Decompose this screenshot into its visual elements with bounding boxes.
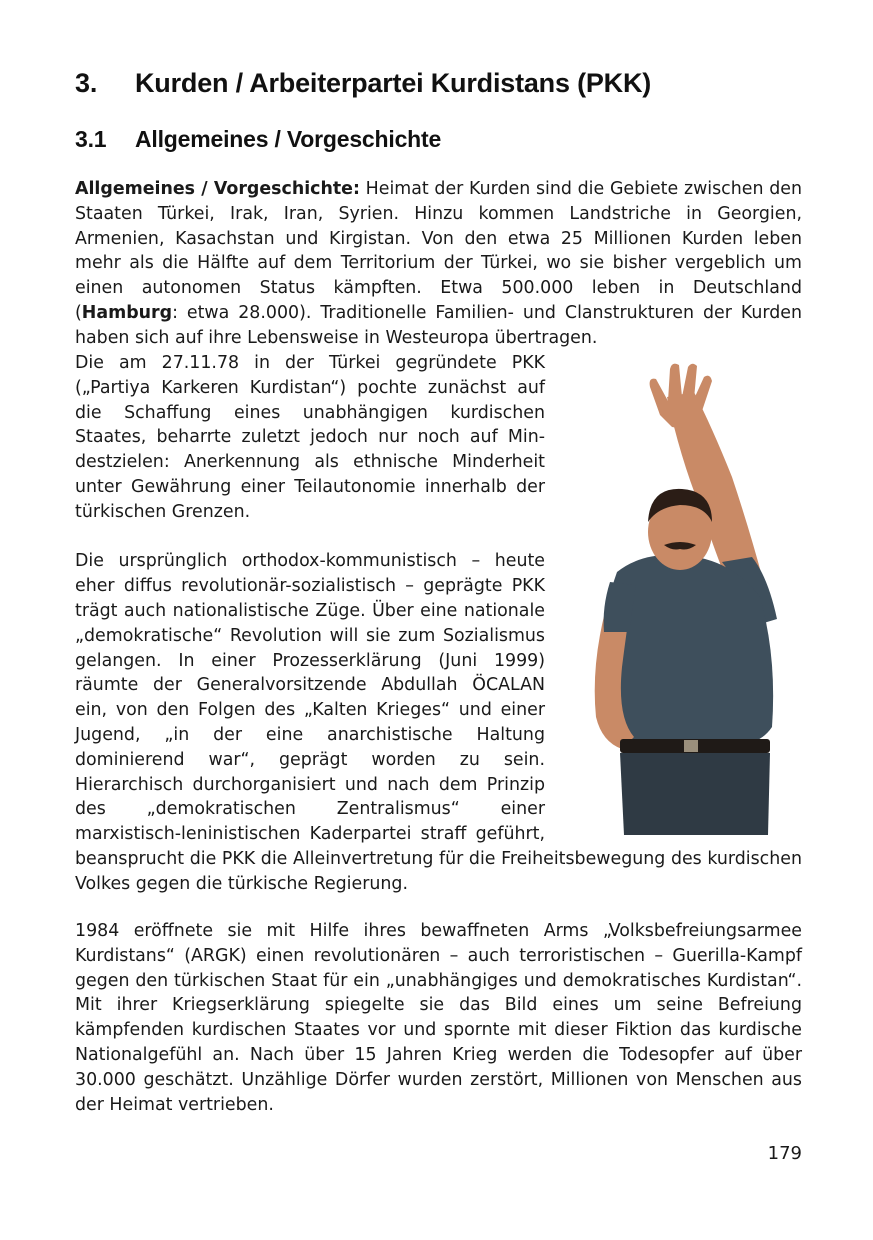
section-number: 3.1 — [75, 126, 107, 152]
belt-buckle — [684, 740, 698, 752]
middle-text-block — [75, 351, 802, 897]
founding-paragraph: Die am 27.11.78 in der Türkei gegründete PKK („Partiya Karkeren Kurdistan“) pochte zunächst auf die Schaffung eines unabhängigen kurdischen Staates, beharrte zuletzt jedoch nur noch auf Mindestzielen: Anerkennung als ethnische Minderheit unter Gewährung einer Teilautonomie innerhalb der türkischen Grenzen. — [75, 353, 545, 522]
chapter-title: Kurden / Arbeiterpartei Kurdistans (PKK) — [135, 68, 652, 98]
intro-text-b: : etwa 28.000). Traditionelle Familien- und Clanstrukturen der Kurden haben sich auf ihre Lebensweise in Westeuropa übertragen. — [75, 302, 802, 348]
section-heading — [75, 126, 441, 153]
section-title: Allgemeines / Vorgeschichte — [135, 126, 442, 152]
intro-text-a: Heimat der Kurden sind die Gebiete zwischen den Staaten Türkei, Irak, Iran, Syrien. Hinzu kommen Landstriche in Georgien, Armenien, Kasachstan und Kirgistan. Von den etwa 25 Millionen Kurden leben mehr als die Hälfte auf dem Territorium der Türkei, wo sie bisher vergeblich um einen autonomen Status kämpften. Etwa 500.000 leben in Deutschland ( — [75, 179, 802, 323]
intro-paragraph — [75, 177, 802, 351]
trousers — [620, 753, 770, 835]
chapter-number: 3. — [75, 68, 98, 98]
page-number: 179 — [767, 1143, 802, 1164]
portrait-illustration — [572, 357, 802, 835]
portrait-figure — [572, 357, 802, 835]
intro-city: Hamburg — [81, 302, 173, 323]
intro-lead: Allgemeines / Vorgeschichte: — [75, 179, 360, 199]
conflict-paragraph: 1984 eröffnete sie mit Hilfe ihres bewaffneten Arms „Volksbefreiungsarmee Kurdistans“ (ARGK) einen revolutionären – auch terroristischen – Guerilla-Kampf gegen den türkischen Staat für ein „unabhängiges und demokratisches Kurdistan“. Mit ihrer Kriegserklärung spiegelte sie das Bild eines um seine Befreiung kämpfenden kurdischen Staates vor und spornte mit dieser Fiktion das kurdische Nationalgefühl an. Nach über 15 Jahren Krieg werden die Todesopfer auf über 30.000 geschätzt. Unzählige Dörfer wurden zerstört, Millionen von Menschen aus der Heimat vertrieben. — [75, 921, 802, 1115]
document-page — [75, 0, 802, 1240]
conflict-paragraph-block — [75, 919, 802, 1117]
chapter-heading — [75, 68, 651, 99]
ideology-paragraph: Die ursprünglich orthodox-kommunistisch – heute eher diffus revolutionär-sozialistisch – geprägte PKK trägt auch nationalistische Züge. Über eine nationale „demokratische“ Revolution will sie zum Sozialismus gelangen. In einer Prozesserklärung (Juni 1999) räumte der Generalvorsitzende Abdullah ÖCALAN ein, von den Folgen des „Kalten Krieges“ und einer Jugend, „in der eine anarchistische Haltung dominierend war“, geprägt worden zu sein. Hierarchisch durchorganisiert und nach dem Prinzip des „demokratischen Zentralismus“ einer marxistisch-leninistischen Kaderpartei straff geführt, beansprucht die PKK die Alleinvertretung für die Freiheitsbewegung des kurdischen Volkes gegen die türkische Regierung. — [75, 551, 802, 894]
